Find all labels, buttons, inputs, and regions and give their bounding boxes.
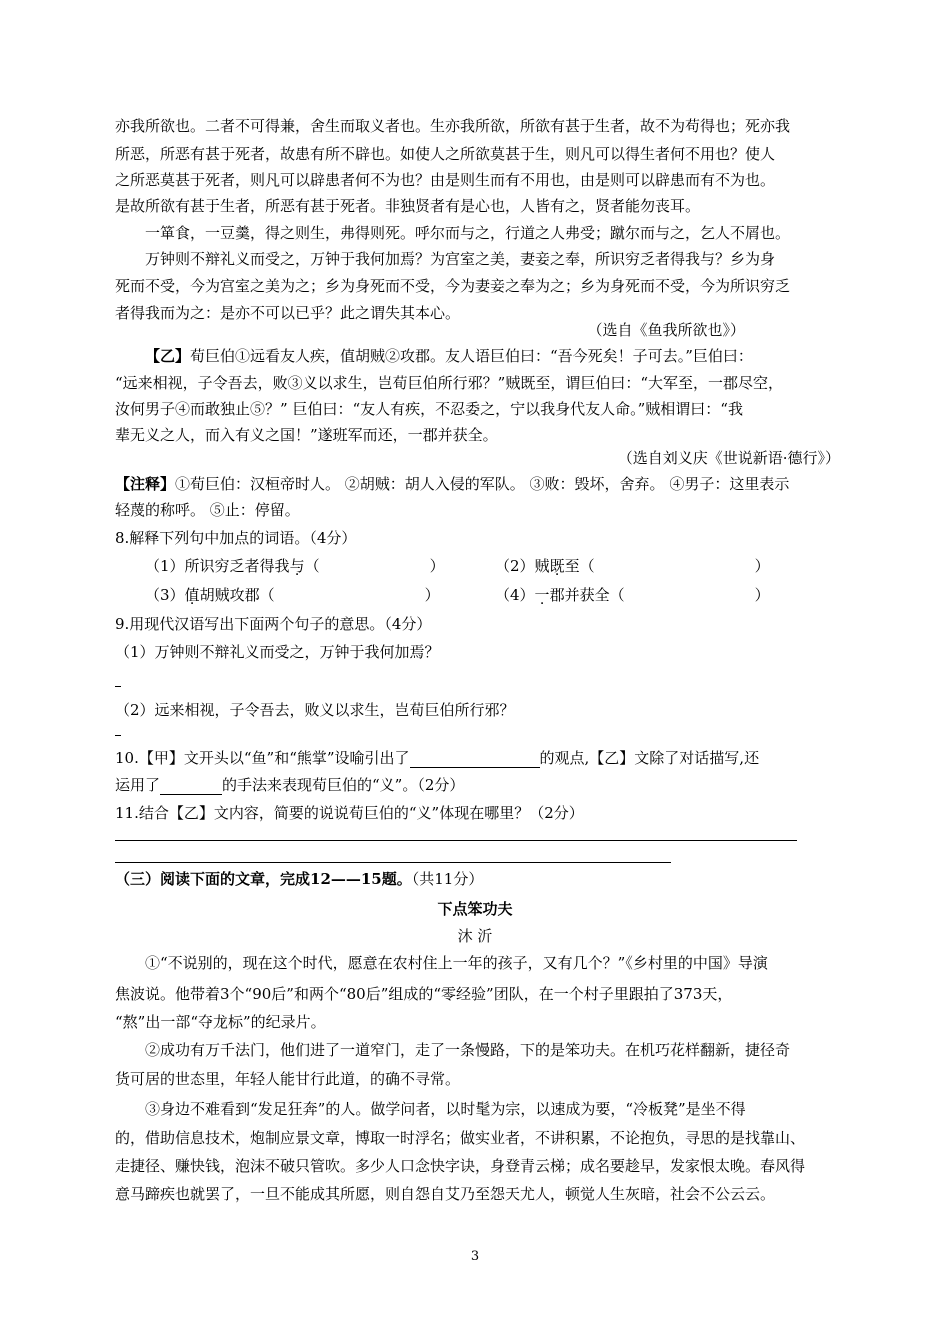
section3-heading-text: （三）阅读下面的文章，完成12——15题。 bbox=[115, 870, 412, 888]
q9-sentence-2: （2）远来相视，子令吾去，败义以求生，岂荀巨伯所行邪？ bbox=[115, 701, 515, 719]
notes-line-1 bbox=[115, 474, 845, 494]
article-line-3: “熬”出一部“夺龙标”的纪录片。 bbox=[115, 1013, 326, 1031]
q9-answer-2-line[interactable] bbox=[115, 735, 121, 736]
article-line-2: 焦波说。他带着3个“90后”和两个“80后”组成的“零经验”团队，在一个村子里跟拍了373天， bbox=[115, 985, 733, 1003]
q8-item-3-dotted: 值 bbox=[184, 586, 200, 604]
q8-item-2-close: ） bbox=[754, 557, 770, 575]
q8-item-3-close: ） bbox=[424, 586, 440, 604]
article-author: 沐 沂 bbox=[457, 927, 493, 945]
q11-answer-line-2[interactable] bbox=[115, 862, 671, 863]
jia-line-5: 一箪食，一豆羹，得之则生，弗得则死。呼尔而与之，行道之人弗受；蹴尔而与之，乞人不屑也。 bbox=[145, 224, 791, 242]
q8-item-1-open: （ bbox=[304, 557, 320, 575]
jia-line-4: 是故所欲有甚于生者，所恶有甚于死者。非独贤者有是心也，人皆有之，贤者能勿丧耳。 bbox=[115, 197, 701, 215]
q8-item-4-dotted: 一 bbox=[534, 586, 550, 604]
q10-part-4: 的手法来表现荀巨伯的“义”。（2分） bbox=[222, 776, 465, 794]
section3-points: （共11分） bbox=[411, 870, 484, 888]
q8-item-1-dotted: 与 bbox=[289, 557, 305, 575]
jia-line-1: 亦我所欲也。二者不可得兼，舍生而取义者也。生亦我所欲，所欲有甚于生者，故不为苟得也；死亦我 bbox=[115, 117, 791, 135]
article-line-7: 的，借助信息技术，炮制应景文章，博取一时浮名；做实业者，不讲积累，不论抱负，寻思的是找靠山、 bbox=[115, 1129, 806, 1147]
jia-line-7: 死而不受，今为宫室之美为之；乡为身死而不受，今为妻妾之奉为之；乡为身死而不受，今为所识穷乏 bbox=[115, 277, 791, 295]
q9-stem: 9.用现代汉语写出下面两个句子的意思。（4分） bbox=[115, 615, 432, 633]
q11-answer-line-1[interactable] bbox=[115, 840, 797, 841]
q10-part-3: 运用了 bbox=[115, 776, 161, 794]
yi-line-4: 辈无义之人，而入有义之国！”遂班军而还，一郡并获全。 bbox=[115, 426, 498, 444]
q10-line-2 bbox=[115, 775, 845, 795]
q8-item-1 bbox=[145, 556, 445, 576]
yi-line-1-text: 荀巨伯①远看友人疾，值胡贼②攻郡。友人语巨伯曰：“吾今死矣！子可去。”巨伯曰： bbox=[190, 347, 753, 365]
q8-item-2-open: 至（ bbox=[564, 557, 595, 575]
notes-line-1-text: ①荀巨伯：汉桓帝时人。 ②胡贼：胡人入侵的军队。 ③败：毁坏，舍弃。 ④男子：这里表示 bbox=[175, 475, 790, 493]
q8-item-3-num: （3） bbox=[145, 586, 185, 604]
q8-item-4 bbox=[495, 585, 795, 605]
yi-source: （选自刘义庆《世说新语·德行》） bbox=[617, 449, 840, 467]
q8-item-1-num: （1） bbox=[145, 557, 185, 575]
jia-source: （选自《鱼我所欲也》） bbox=[587, 321, 745, 339]
article-line-4: ②成功有万千法门，他们进了一道窄门，走了一条慢路，下的是笨功夫。在机巧花样翻新，捷径奇 bbox=[145, 1041, 791, 1059]
q10-blank-1[interactable] bbox=[410, 751, 540, 768]
jia-line-3: 之所恶莫甚于死者，则凡可以辟患者何不为也？由是则生而有不用也，由是则可以辟患而有不为也。 bbox=[115, 171, 776, 189]
article-line-5: 货可居的世态里，年轻人能甘行此道，的确不寻常。 bbox=[115, 1070, 461, 1088]
q8-item-2-dotted: 既 bbox=[549, 557, 565, 575]
q8-item-1-pre: 所识穷乏者得我 bbox=[184, 557, 290, 575]
jia-line-8: 者得我而为之：是亦不可以已乎？此之谓失其本心。 bbox=[115, 304, 461, 322]
q10-line-1 bbox=[115, 748, 845, 768]
q8-item-2-pre: 贼 bbox=[534, 557, 550, 575]
article-line-9: 意马蹄疾也就罢了，一旦不能成其所愿，则自怨自艾乃至怨天尤人，顿觉人生灰暗，社会不公云云。 bbox=[115, 1185, 776, 1203]
q10-part-1: 10.【甲】文开头以“鱼”和“熊掌”设喻引出了 bbox=[115, 749, 410, 767]
q8-item-2 bbox=[495, 556, 795, 576]
jia-line-2: 所恶，所恶有甚于死者，故患有所不辟也。如使人之所欲莫甚于生，则凡可以得生者何不用也？使人 bbox=[115, 145, 776, 163]
section3-heading bbox=[115, 869, 845, 889]
q10-part-2: 的观点,【乙】文除了对话描写,还 bbox=[539, 749, 760, 767]
article-line-8: 走捷径、赚快钱，泡沫不破只管吹。多少人口念快字诀，身登青云梯；成名要趁早，发家恨太晚。春风得 bbox=[115, 1157, 806, 1175]
q9-answer-1-line[interactable] bbox=[115, 686, 121, 687]
q8-item-3 bbox=[145, 585, 455, 605]
notes-line-2: 轻蔑的称呼。 ⑤止：停留。 bbox=[115, 501, 300, 519]
q8-stem: 8.解释下列句中加点的词语。（4分） bbox=[115, 529, 357, 547]
yi-line-1 bbox=[145, 346, 875, 366]
yi-line-3: 汝何男子④而敢独止⑤？” 巨伯曰：“友人有疾，不忍委之，宁以我身代友人命。”贼相谓曰：“我 bbox=[115, 400, 743, 418]
q8-item-4-close: ） bbox=[754, 586, 770, 604]
article-line-1: ①“不说别的，现在这个时代，愿意在农村住上一年的孩子，又有几个？”《乡村里的中国》导演 bbox=[145, 954, 768, 972]
article-title: 下点笨功夫 bbox=[437, 900, 513, 918]
q8-item-3-open: 胡贼攻郡（ bbox=[199, 586, 275, 604]
q8-item-2-num: （2） bbox=[495, 557, 535, 575]
notes-label: 【注释】 bbox=[115, 475, 176, 493]
q8-item-1-close: ） bbox=[429, 557, 445, 575]
article-line-6: ③身边不难看到“发足狂奔”的人。做学问者，以时髦为宗，以速成为要，“冷板凳”是坐不得 bbox=[145, 1100, 746, 1118]
page-number: 3 bbox=[470, 1249, 480, 1264]
q9-sentence-1: （1）万钟则不辩礼义而受之，万钟于我何加焉？ bbox=[115, 643, 440, 661]
q10-blank-2[interactable] bbox=[160, 778, 222, 795]
q8-item-4-open: 郡并获全（ bbox=[549, 586, 625, 604]
q11-stem: 11.结合【乙】文内容，简要的说说荀巨伯的“义”体现在哪里？（2分） bbox=[115, 804, 584, 822]
yi-line-2: “远来相视，子令吾去，败③义以求生，岂荀巨伯所行邪？”贼既至，谓巨伯曰：“大军至，一郡尽空， bbox=[115, 374, 784, 392]
yi-label: 【乙】 bbox=[145, 347, 191, 365]
jia-line-6: 万钟则不辩礼义而受之，万钟于我何加焉？为宫室之美，妻妾之奉，所识穷乏者得我与？乡为身 bbox=[145, 250, 776, 268]
q8-item-4-num: （4） bbox=[495, 586, 535, 604]
